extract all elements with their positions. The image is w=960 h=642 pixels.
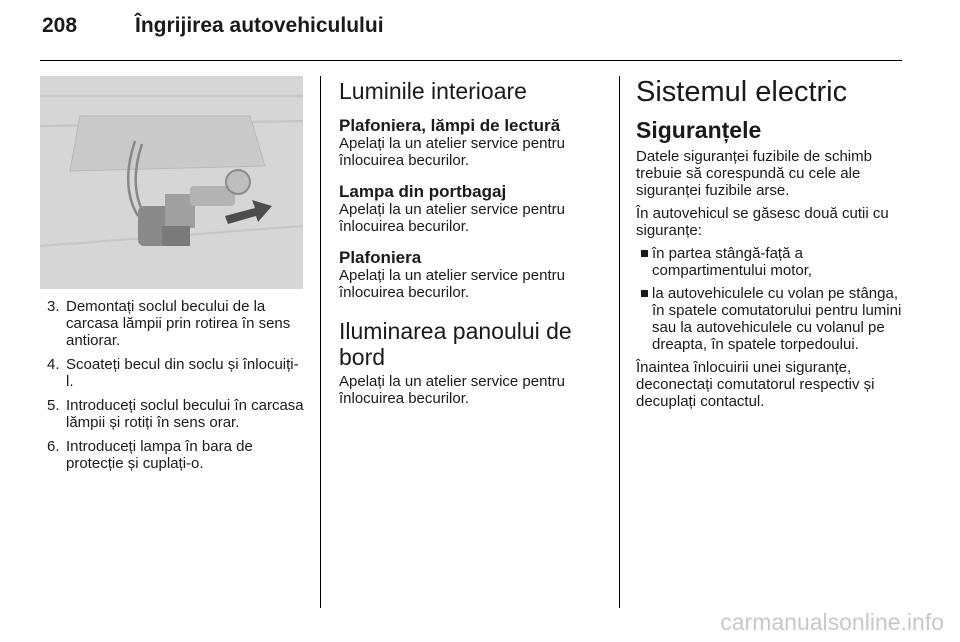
fuses-paragraph-2: În autovehicul se găsesc două cutii cu siguranțe:	[636, 205, 889, 239]
list-item: 4. Scoateți becul din soclu și înlocuiți-l.	[47, 356, 299, 390]
interior-lights-column	[339, 76, 587, 407]
trunk-lamp-text: Apelați la un atelier service pentru înlocuirea becurilor.	[339, 201, 565, 235]
interior-lights-heading: Luminile interioare	[339, 78, 527, 104]
chapter-title: Îngrijirea autovehiculului	[135, 14, 384, 37]
fuses-subheading: Siguranțele	[636, 117, 762, 143]
page-header	[42, 14, 902, 44]
list-item: 5. Introduceți soclul becului în carcasa lămpii și rotiți în sens orar.	[47, 397, 304, 431]
dashboard-lighting-heading: Iluminarea panoului de bord	[339, 318, 572, 370]
list-item: 6. Introduceți lampa în bara de protecție și cuplați-o.	[47, 438, 253, 472]
dashboard-lighting-text: Apelați la un atelier service pentru înlocuirea becurilor.	[339, 373, 565, 407]
dome-lamp-text: Apelați la un atelier service pentru înlocuirea becurilor.	[339, 267, 565, 301]
bulb-socket-illustration	[40, 76, 303, 289]
fuses-paragraph-3: Înaintea înlocuirii unei siguranțe, deconectați comutatorul respectiv și decuplați contactul.	[636, 359, 875, 410]
header-rule	[40, 60, 902, 61]
column-divider-2	[619, 76, 620, 608]
fuse-box-list	[636, 245, 904, 353]
list-item: 3. Demontați soclul becului de la carcasa lămpii prin rotirea în sens antiorar.	[47, 298, 291, 349]
column-divider-1	[320, 76, 321, 608]
bulb-socket-drawing	[40, 76, 303, 289]
list-item: la autovehiculele cu volan pe stânga, în spatele comutatorului pentru lumini sau la autovehiculele cu volanul pe dreapta, în spatele torpedoului.	[636, 285, 904, 353]
reading-lamps-title: Plafoniera, lămpi de lectură	[339, 116, 561, 135]
reading-lamps-text: Apelați la un atelier service pentru înlocuirea becurilor.	[339, 135, 565, 169]
dome-lamp-title: Plafoniera	[339, 248, 422, 267]
electrical-system-column	[636, 76, 904, 410]
electrical-system-heading: Sistemul electric	[636, 76, 848, 108]
page-number: 208	[42, 14, 78, 37]
fuses-paragraph-1: Datele siguranței fuzibile de schimb trebuie să corespundă cu cele ale siguranței fuzibile arse.	[636, 148, 872, 199]
list-item: în partea stângă-față a compartimentului motor,	[636, 245, 904, 279]
trunk-lamp-title: Lampa din portbagaj	[339, 182, 507, 201]
watermark: carmanualsonline.info	[720, 609, 944, 635]
step-list	[40, 298, 306, 479]
